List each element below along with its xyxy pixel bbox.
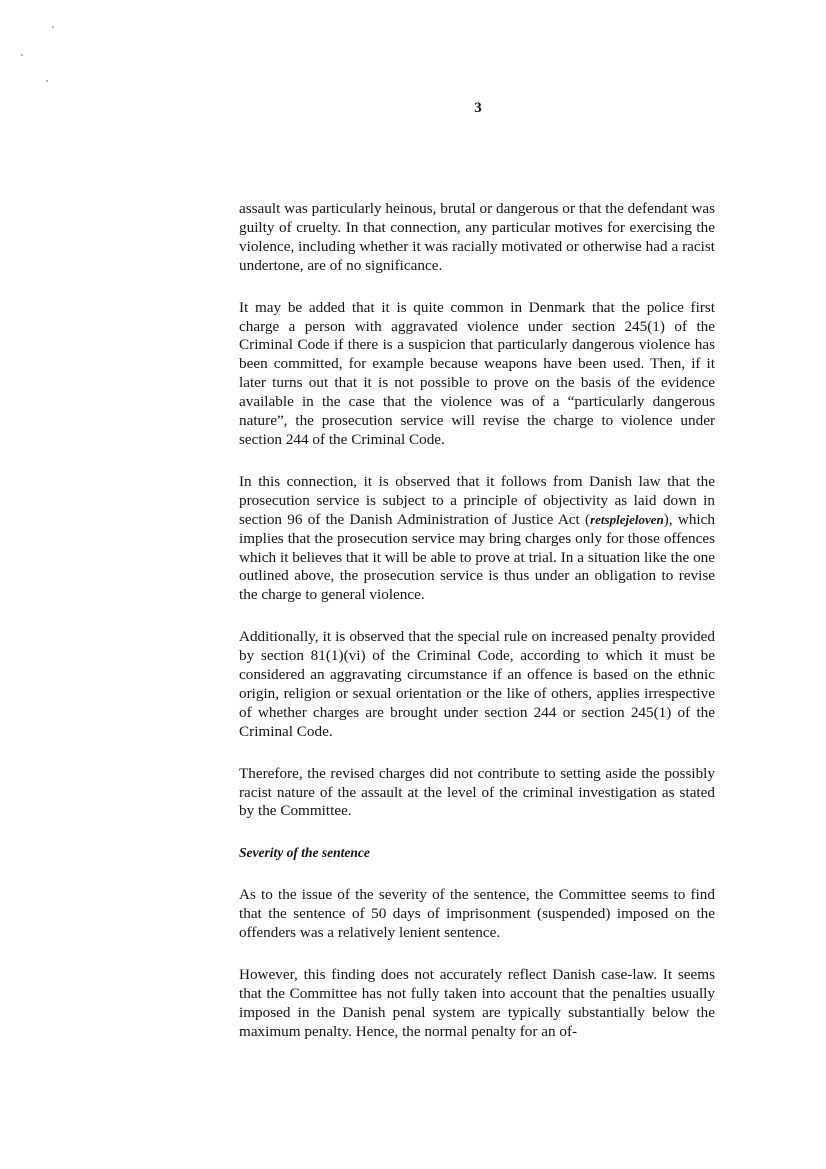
section-heading: Severity of the sentence bbox=[239, 845, 370, 861]
paragraph-police-charges: It may be added that it is quite common in Denmark that the police first charge a person with aggravated violence under section 245(1) of the Criminal Code if there is a suspicion that particularly dangerous violence has been committed, for example because weapons have been used. Then, if it later turns out that it is not possible to prove on the basis of the evidence available in the case that the violence was of a “particularly dangerous nature”, the prosecution service will revise the charge to violence under section 244 of the Criminal Code. bbox=[239, 298, 715, 448]
act-name-emphasis: retsplejeloven bbox=[590, 511, 664, 527]
document-body bbox=[239, 200, 715, 1065]
page-number: 3 bbox=[474, 100, 482, 116]
paragraph-text-before: In this connection, it is observed that it follows from Danish law that the prosecution service is subject to a principle of objectivity as laid down in section 96 of the Danish Administration of Justice Act ( bbox=[239, 472, 715, 528]
paragraph-text-after: ), which implies that the prosecution service may bring charges only for those offences which it believes that it will be able to prove at trial. In a situation like the one outlined above, the prosecution service is thus under an obligation to revise the charge to general violence. bbox=[239, 510, 715, 604]
scan-speck bbox=[46, 80, 48, 82]
scan-speck bbox=[21, 54, 23, 56]
paragraph-assault-criteria: assault was particularly heinous, brutal or dangerous or that the defendant was guilty of cruelty. In that connection, any particular motives for exercising the violence, including whether it was racially motivated or otherwise had a racist undertone, are of no significance. bbox=[239, 200, 715, 274]
paragraph-revised-charges: Therefore, the revised charges did not contribute to setting aside the possibly racist nature of the assault at the level of the criminal investigation as stated by the Committee. bbox=[239, 764, 715, 820]
paragraph-case-law: However, this finding does not accurately reflect Danish case-law. It seems that the Committee has not fully taken into account that the penalties usually imposed in the Danish penal system are typically substantially below the maximum penalty. Hence, the normal penalty for an of- bbox=[239, 966, 715, 1040]
paragraph-sentence-severity: As to the issue of the severity of the sentence, the Committee seems to find that the sentence of 50 days of imprisonment (suspended) imposed on the offenders was a relatively lenient sentence. bbox=[239, 886, 715, 942]
scan-speck bbox=[52, 26, 54, 28]
paragraph-objectivity-principle bbox=[239, 473, 715, 605]
paragraph-increased-penalty: Additionally, it is observed that the special rule on increased penalty provided by section 81(1)(vi) of the Criminal Code, according to which it must be considered an aggravating circumstance if an offence is based on the ethnic origin, religion or sexual orientation or the like of others, applies irrespective of whether charges are brought under section 244 or section 245(1) of the Criminal Code. bbox=[239, 628, 715, 740]
